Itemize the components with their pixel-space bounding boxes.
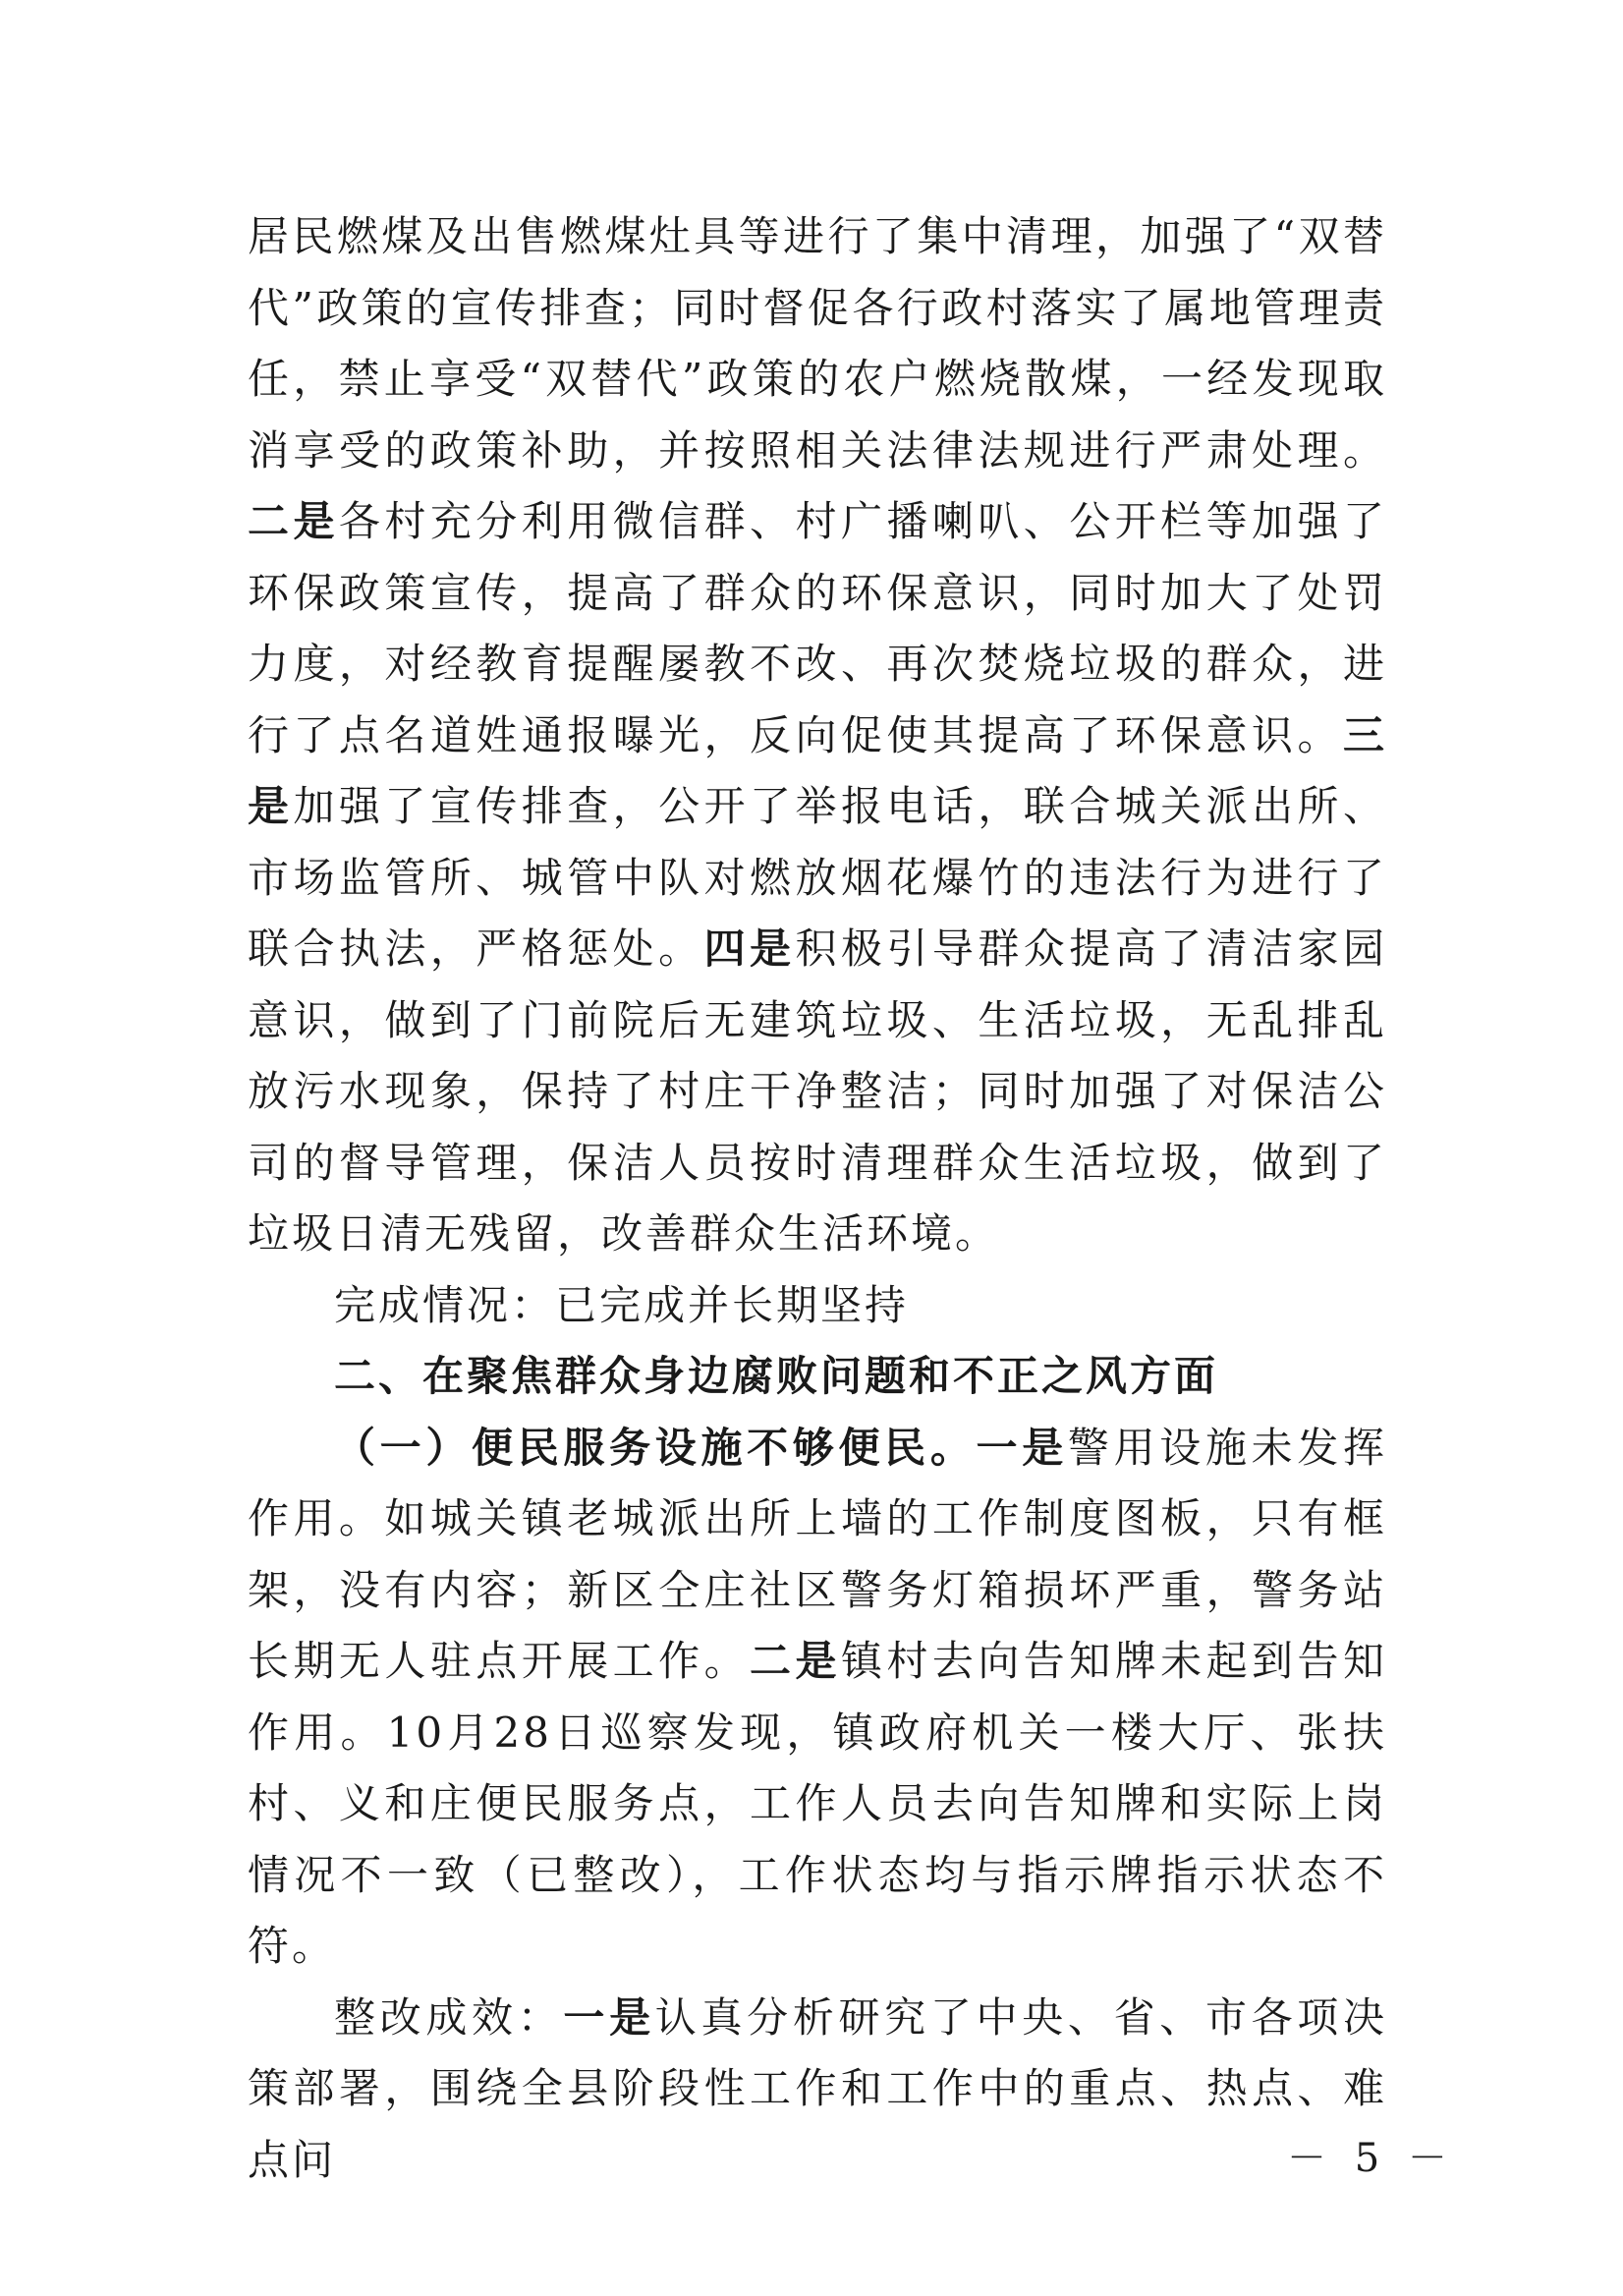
paragraph-text: 加强了宣传排查，公开了举报电话，联合城关派出所、市场监管所、城管中队对燃放烟花爆竹的违法行为进行了联合执法，严格惩处。 xyxy=(248,782,1387,973)
paragraph-text: 居民燃煤及出售燃煤灶具等进行了集中清理，加强了“双替代”政策的宣传排查；同时督促各行政村落实了属地管理责任，禁止享受“双替代”政策的农户燃烧散煤，一经发现取消享受的政策补助，并按照相关法律法规进行严肃处理。 xyxy=(248,212,1387,475)
paragraph-environmental-measures xyxy=(248,201,1387,1270)
enumeration-marker: 一是 xyxy=(976,1423,1068,1472)
paragraph-text: 各村充分利用微信群、村广播喇叭、公开栏等加强了环保政策宣传，提高了群众的环保意识，同时加大了处罚力度，对经教育提醒屡教不改、再次焚烧垃圾的群众，进行了点名道姓通报曝光，反向促使其提高了环保意识。 xyxy=(248,497,1387,759)
enumeration-marker: 二是 xyxy=(750,1637,841,1685)
page-number: － 5 － xyxy=(1287,2136,1455,2181)
paragraph-rectification-results xyxy=(248,1983,1387,2197)
paragraph-text: 镇村去向告知牌未起到告知作用。10月28日巡察发现，镇政府机关一楼大厅、张扶村、义和庄便民服务点，工作人员去向告知牌和实际上岗情况不一致（已整改），工作状态均与指示牌指示状态不符。 xyxy=(248,1637,1387,1970)
paragraph-text: 警用设施未发挥作用。如城关镇老城派出所上墙的工作制度图板，只有框架，没有内容；新区仝庄社区警务灯箱损坏严重，警务站长期无人驻点开展工作。 xyxy=(248,1423,1387,1685)
paragraph-text: 积极引导群众提高了清洁家园意识，做到了门前院后无建筑垃圾、生活垃圾，无乱排乱放污水现象，保持了村庄干净整洁；同时加强了对保洁公司的督导管理，保洁人员按时清理群众生活垃圾，做到了垃圾日清无残留，改善群众生活环境。 xyxy=(248,924,1387,1258)
body-text xyxy=(248,201,1387,2196)
paragraph-lead: 整改成效： xyxy=(334,1992,564,2042)
enumeration-marker: 二是 xyxy=(248,497,339,545)
enumeration-marker: 一是 xyxy=(563,1992,655,2042)
paragraph-text: 认真分析研究了中央、省、市各项决策部署，围绕全县阶段性工作和工作中的重点、热点、难点问 xyxy=(248,1992,1387,2184)
section-heading: 二、在聚焦群众身边腐败问题和不正之风方面 xyxy=(334,1352,1219,1400)
paragraph-convenience-services xyxy=(248,1413,1387,1983)
enumeration-marker: 四是 xyxy=(703,924,796,973)
sub-heading: （一）便民服务设施不够便民。 xyxy=(334,1423,977,1472)
completion-status: 完成情况：已完成并长期坚持 xyxy=(334,1280,910,1329)
enumeration-marker: 三是 xyxy=(248,710,1387,830)
